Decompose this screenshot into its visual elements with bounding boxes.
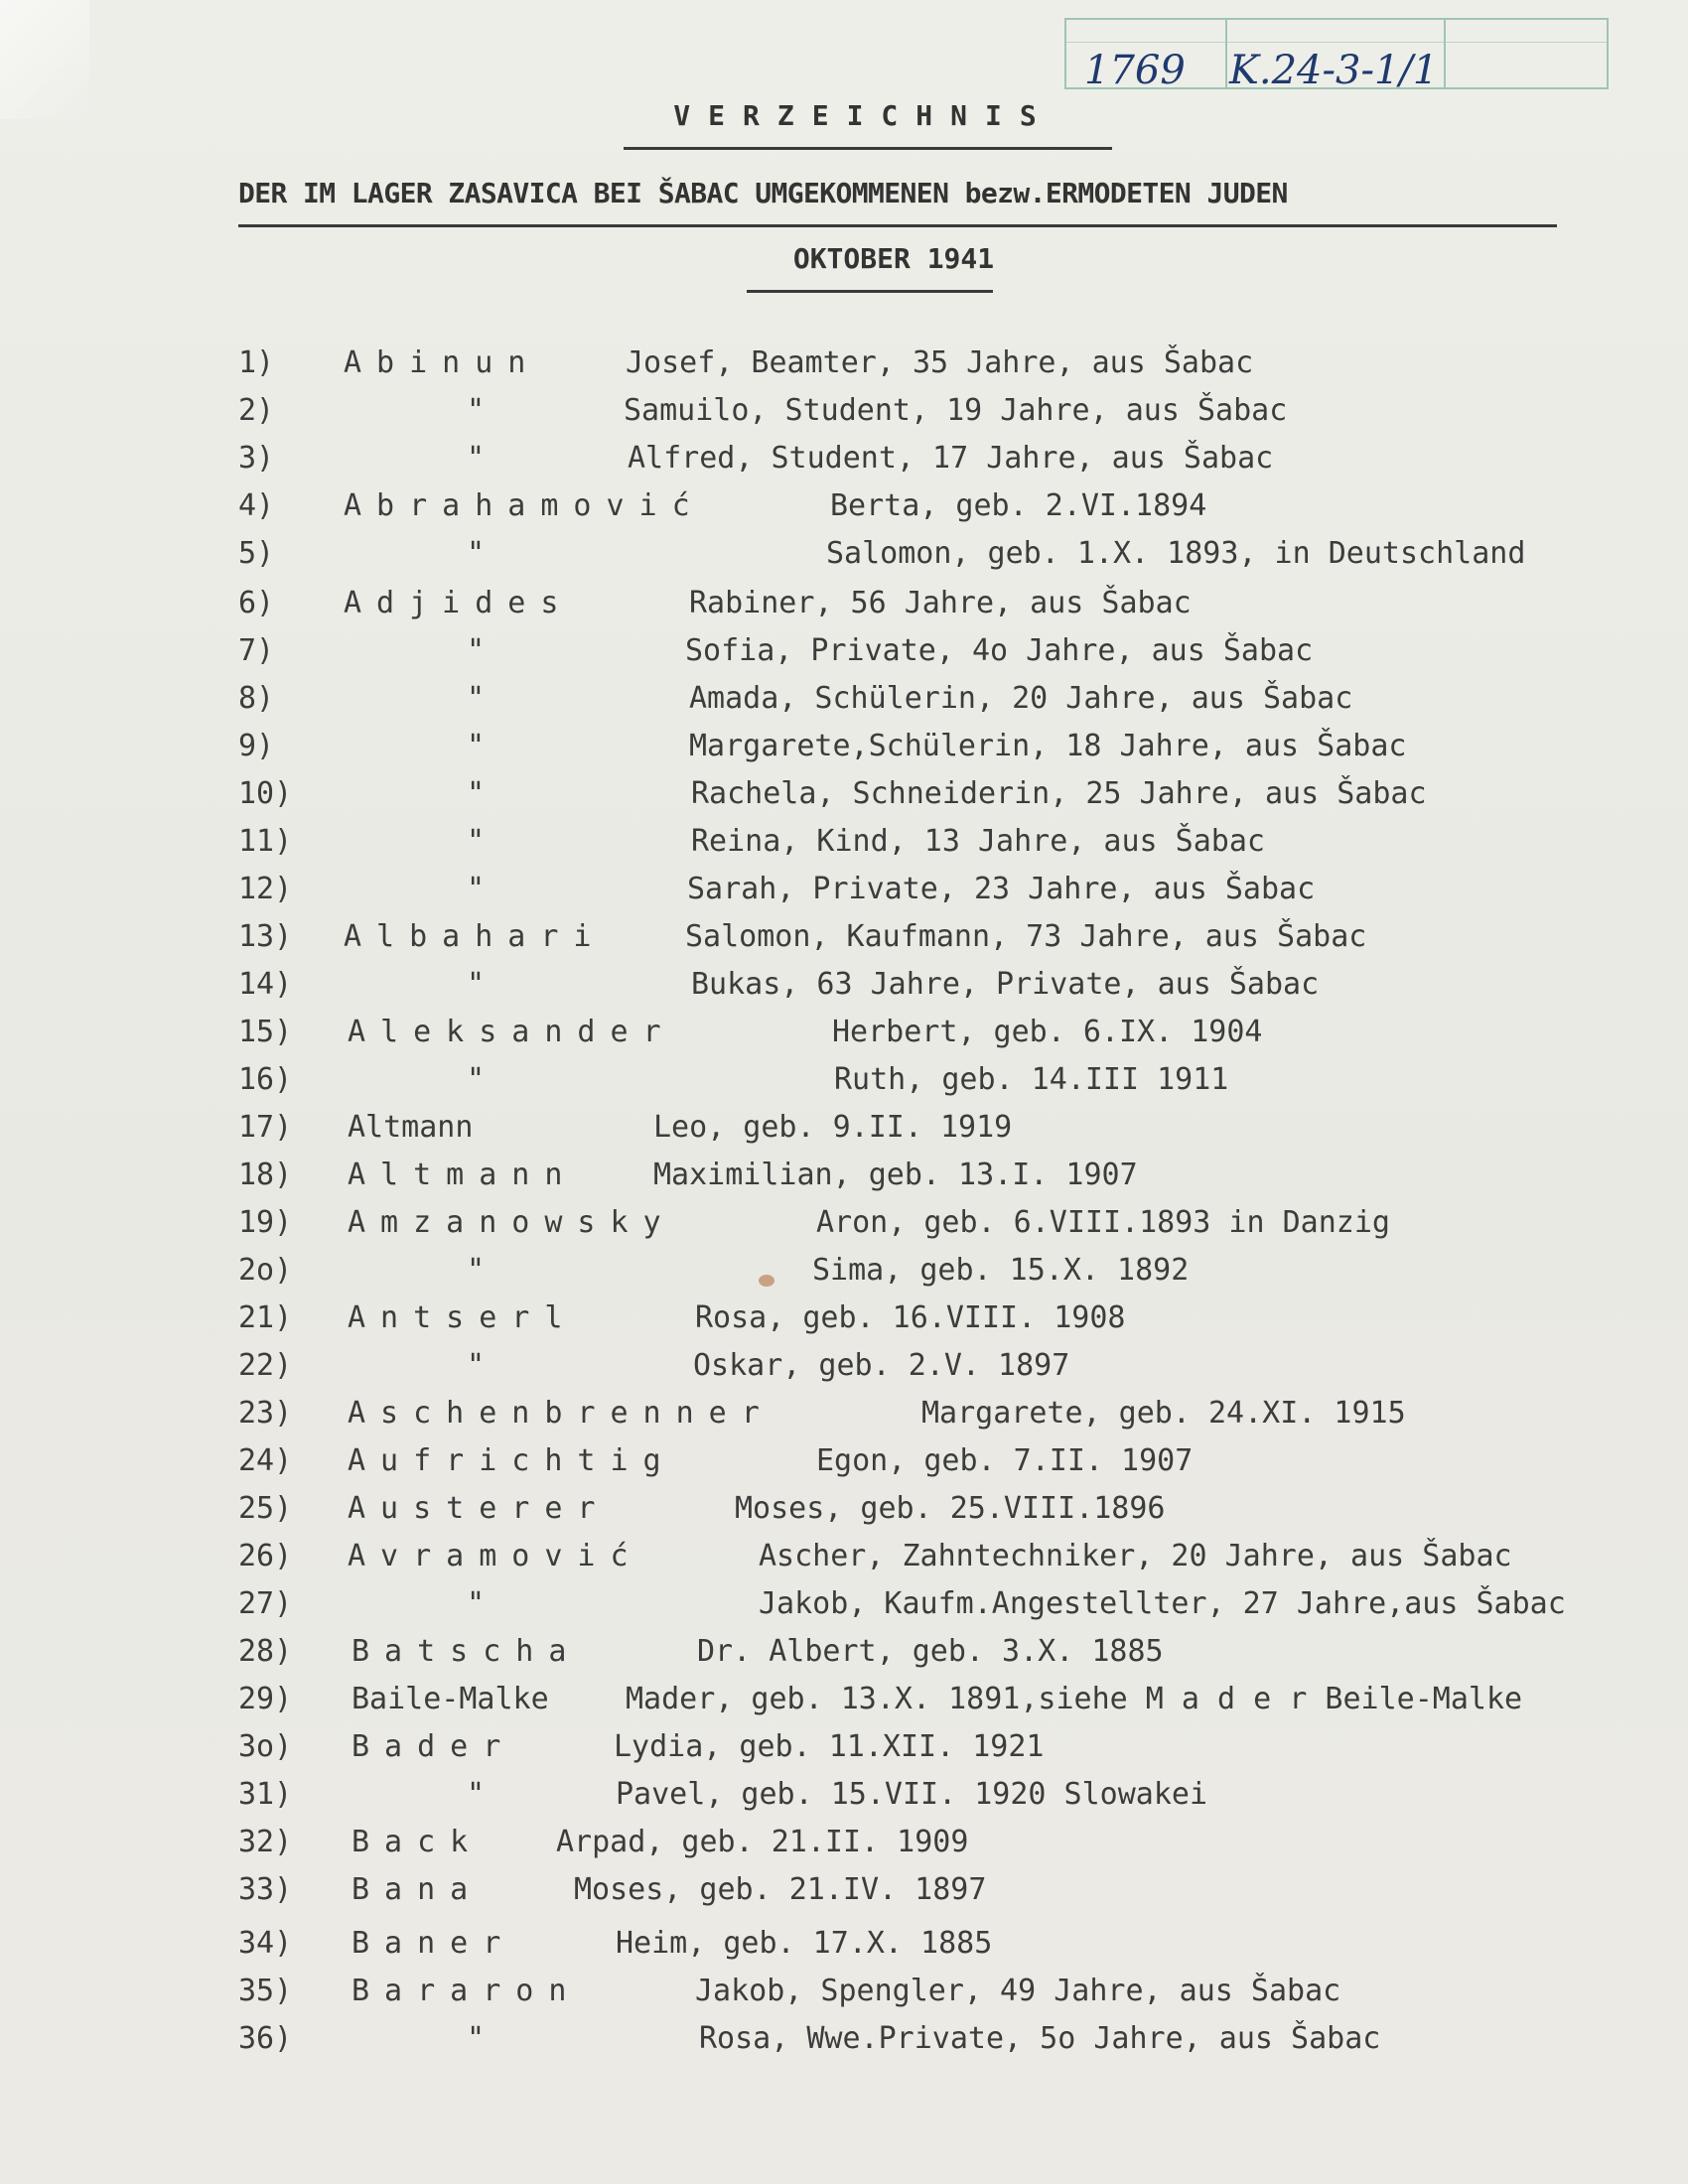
entry-details: Alfred, Student, 17 Jahre, aus Šabac: [628, 441, 1274, 476]
entry-details: Arpad, geb. 21.II. 1909: [556, 1825, 969, 1859]
entry-surname: ": [467, 393, 500, 428]
list-item: [0, 776, 1688, 824]
entry-details: Mader, geb. 13.X. 1891,siehe M a d e r Beile-Malke: [626, 1682, 1523, 1716]
entry-surname: ": [467, 1586, 500, 1621]
entry-surname: ": [467, 967, 500, 1002]
entry-surname: Aleksander: [348, 1015, 676, 1049]
entry-number: 8): [238, 681, 275, 716]
document-title: VERZEICHNIS: [673, 99, 1055, 132]
entry-details: Moses, geb. 21.IV. 1897: [574, 1872, 987, 1907]
entry-surname: Baner: [352, 1926, 516, 1961]
entry-details: Sarah, Private, 23 Jahre, aus Šabac: [687, 872, 1316, 906]
list-item: [0, 1491, 1688, 1539]
entry-number: 11): [238, 824, 293, 859]
list-item: [0, 345, 1688, 393]
entry-surname: ": [467, 633, 500, 668]
entry-surname: Baile-Malke: [352, 1682, 549, 1716]
entry-surname: Bana: [352, 1872, 484, 1907]
entry-details: Aron, geb. 6.VIII.1893 in Danzig: [816, 1205, 1390, 1240]
list-item: [0, 536, 1688, 584]
list-item: [0, 681, 1688, 729]
list-item: [0, 729, 1688, 776]
entry-number: 5): [238, 536, 275, 571]
entry-number: 6): [238, 586, 275, 620]
entry-surname: Antserl: [348, 1300, 578, 1335]
entry-number: 2o): [238, 1253, 293, 1288]
ink-smudge: [759, 1275, 774, 1287]
entry-details: Jakob, Spengler, 49 Jahre, aus Šabac: [695, 1974, 1341, 2008]
entry-details: Amada, Schülerin, 20 Jahre, aus Šabac: [689, 681, 1353, 716]
list-item: [0, 824, 1688, 872]
entry-details: Salomon, Kaufmann, 73 Jahre, aus Šabac: [685, 919, 1367, 954]
list-item: [0, 1396, 1688, 1443]
entry-details: Rachela, Schneiderin, 25 Jahre, aus Šabac: [691, 776, 1427, 811]
entry-number: 27): [238, 1586, 293, 1621]
entry-number: 14): [238, 967, 293, 1002]
list-item: [0, 1872, 1688, 1920]
entry-details: Sofia, Private, 4o Jahre, aus Šabac: [685, 633, 1314, 668]
entry-details: Lydia, geb. 11.XII. 1921: [614, 1729, 1045, 1764]
entry-details: Moses, geb. 25.VIII.1896: [735, 1491, 1166, 1526]
entry-details: Rosa, geb. 16.VIII. 1908: [695, 1300, 1126, 1335]
entry-number: 1): [238, 345, 275, 380]
entry-number: 3): [238, 441, 275, 476]
entry-number: 29): [238, 1682, 293, 1716]
entry-surname: Avramović: [348, 1539, 643, 1573]
list-item: [0, 1729, 1688, 1777]
entry-surname: Abinun: [344, 345, 541, 380]
entry-details: Dr. Albert, geb. 3.X. 1885: [697, 1634, 1164, 1669]
list-item: [0, 1634, 1688, 1682]
entry-surname: Abrahamović: [344, 488, 705, 523]
entry-details: Ruth, geb. 14.III 1911: [834, 1062, 1229, 1097]
list-item: [0, 872, 1688, 919]
list-item: [0, 1205, 1688, 1253]
document-date: OKTOBER 1941: [792, 242, 995, 275]
entry-number: 13): [238, 919, 293, 954]
entry-surname: Back: [352, 1825, 484, 1859]
entry-surname: ": [467, 872, 500, 906]
entry-surname: Altmann: [348, 1110, 474, 1145]
archive-reference: K.24-3-1/1: [1229, 48, 1439, 93]
entry-details: Sima, geb. 15.X. 1892: [812, 1253, 1190, 1288]
entry-details: Maximilian, geb. 13.I. 1907: [653, 1158, 1138, 1192]
entry-surname: ": [467, 776, 500, 811]
entry-surname: Austerer: [348, 1491, 611, 1526]
entry-surname: ": [467, 441, 500, 476]
list-item: [0, 1443, 1688, 1491]
title-underline: [624, 147, 1112, 150]
entry-surname: ": [467, 1348, 500, 1383]
entry-details: Pavel, geb. 15.VII. 1920 Slowakei: [616, 1777, 1208, 1812]
entry-surname: ": [467, 824, 500, 859]
list-item: [0, 1348, 1688, 1396]
date-underline: [747, 290, 993, 293]
entry-details: Herbert, geb. 6.IX. 1904: [832, 1015, 1263, 1049]
entry-details: Ascher, Zahntechniker, 20 Jahre, aus Šabac: [759, 1539, 1512, 1573]
entry-number: 17): [238, 1110, 293, 1145]
entry-number: 36): [238, 2021, 293, 2056]
entry-number: 21): [238, 1300, 293, 1335]
entry-details: Samuilo, Student, 19 Jahre, aus Šabac: [624, 393, 1288, 428]
entry-number: 33): [238, 1872, 293, 1907]
entry-surname: ": [467, 681, 500, 716]
entry-details: Bukas, 63 Jahre, Private, aus Šabac: [691, 967, 1320, 1002]
entry-details: Margarete, geb. 24.XI. 1915: [921, 1396, 1406, 1431]
entry-details: Margarete,Schülerin, 18 Jahre, aus Šabac: [689, 729, 1407, 763]
list-item: [0, 1158, 1688, 1205]
entry-surname: Amzanowsky: [348, 1205, 676, 1240]
list-item: [0, 1926, 1688, 1974]
entry-details: Oskar, geb. 2.V. 1897: [693, 1348, 1070, 1383]
entry-details: Reina, Kind, 13 Jahre, aus Šabac: [691, 824, 1265, 859]
entry-surname: Bader: [352, 1729, 516, 1764]
entry-number: 31): [238, 1777, 293, 1812]
entry-details: Rabiner, 56 Jahre, aus Šabac: [689, 586, 1192, 620]
list-item: [0, 393, 1688, 441]
list-item: [0, 1682, 1688, 1729]
entry-number: 28): [238, 1634, 293, 1669]
entry-surname: ": [467, 1062, 500, 1097]
entry-number: 35): [238, 1974, 293, 2008]
entry-surname: Aufrichtig: [348, 1443, 676, 1478]
entry-surname: ": [467, 1253, 500, 1288]
entry-number: 10): [238, 776, 293, 811]
subtitle-underline: [238, 224, 1557, 227]
entry-number: 15): [238, 1015, 293, 1049]
entry-number: 34): [238, 1926, 293, 1961]
entry-surname: Adjides: [344, 586, 574, 620]
list-item: [0, 1586, 1688, 1634]
list-item: [0, 1062, 1688, 1110]
document-subtitle: DER IM LAGER ZASAVICA BEI ŠABAC UMGEKOMMENEN bezw.ERMODETEN JUDEN: [238, 177, 1288, 209]
list-item: [0, 1777, 1688, 1825]
entry-number: 25): [238, 1491, 293, 1526]
entry-number: 7): [238, 633, 275, 668]
list-item: [0, 586, 1688, 633]
entry-surname: ": [467, 729, 500, 763]
entry-surname: ": [467, 536, 500, 571]
list-item: [0, 967, 1688, 1015]
entry-surname: Aschenbrenner: [348, 1396, 774, 1431]
entry-number: 2): [238, 393, 275, 428]
list-item: [0, 1253, 1688, 1300]
entry-number: 24): [238, 1443, 293, 1478]
list-item: [0, 633, 1688, 681]
list-item: [0, 1015, 1688, 1062]
entry-details: Jakob, Kaufm.Angestellter, 27 Jahre,aus Šabac: [759, 1586, 1566, 1621]
entry-number: 16): [238, 1062, 293, 1097]
entry-number: 3o): [238, 1729, 293, 1764]
entry-number: 12): [238, 872, 293, 906]
entry-number: 19): [238, 1205, 293, 1240]
entry-details: Rosa, Wwe.Private, 5o Jahre, aus Šabac: [699, 2021, 1381, 2056]
entry-surname: Altmann: [348, 1158, 578, 1192]
list-item: [0, 919, 1688, 967]
list-item: [0, 488, 1688, 536]
entry-number: 32): [238, 1825, 293, 1859]
entry-details: Berta, geb. 2.VI.1894: [830, 488, 1207, 523]
list-item: [0, 1974, 1688, 2021]
list-item: [0, 1825, 1688, 1872]
entry-number: 26): [238, 1539, 293, 1573]
entry-number: 9): [238, 729, 275, 763]
list-item: [0, 1539, 1688, 1586]
entry-number: 23): [238, 1396, 293, 1431]
entry-surname: ": [467, 2021, 500, 2056]
entry-surname: Albahari: [344, 919, 607, 954]
entry-number: 4): [238, 488, 275, 523]
entry-surname: Batscha: [352, 1634, 582, 1669]
entry-details: Leo, geb. 9.II. 1919: [653, 1110, 1013, 1145]
entry-number: 22): [238, 1348, 293, 1383]
entry-surname: ": [467, 1777, 500, 1812]
entry-number: 18): [238, 1158, 293, 1192]
list-item: [0, 2021, 1688, 2069]
entry-details: Josef, Beamter, 35 Jahre, aus Šabac: [626, 345, 1254, 380]
list-item: [0, 441, 1688, 488]
list-item: [0, 1300, 1688, 1348]
archive-number: 1769: [1084, 48, 1186, 93]
entry-details: Heim, geb. 17.X. 1885: [616, 1926, 993, 1961]
list-item: [0, 1110, 1688, 1158]
entry-surname: Bararon: [352, 1974, 582, 2008]
entry-details: Egon, geb. 7.II. 1907: [816, 1443, 1194, 1478]
entry-details: Salomon, geb. 1.X. 1893, in Deutschland: [826, 536, 1526, 571]
